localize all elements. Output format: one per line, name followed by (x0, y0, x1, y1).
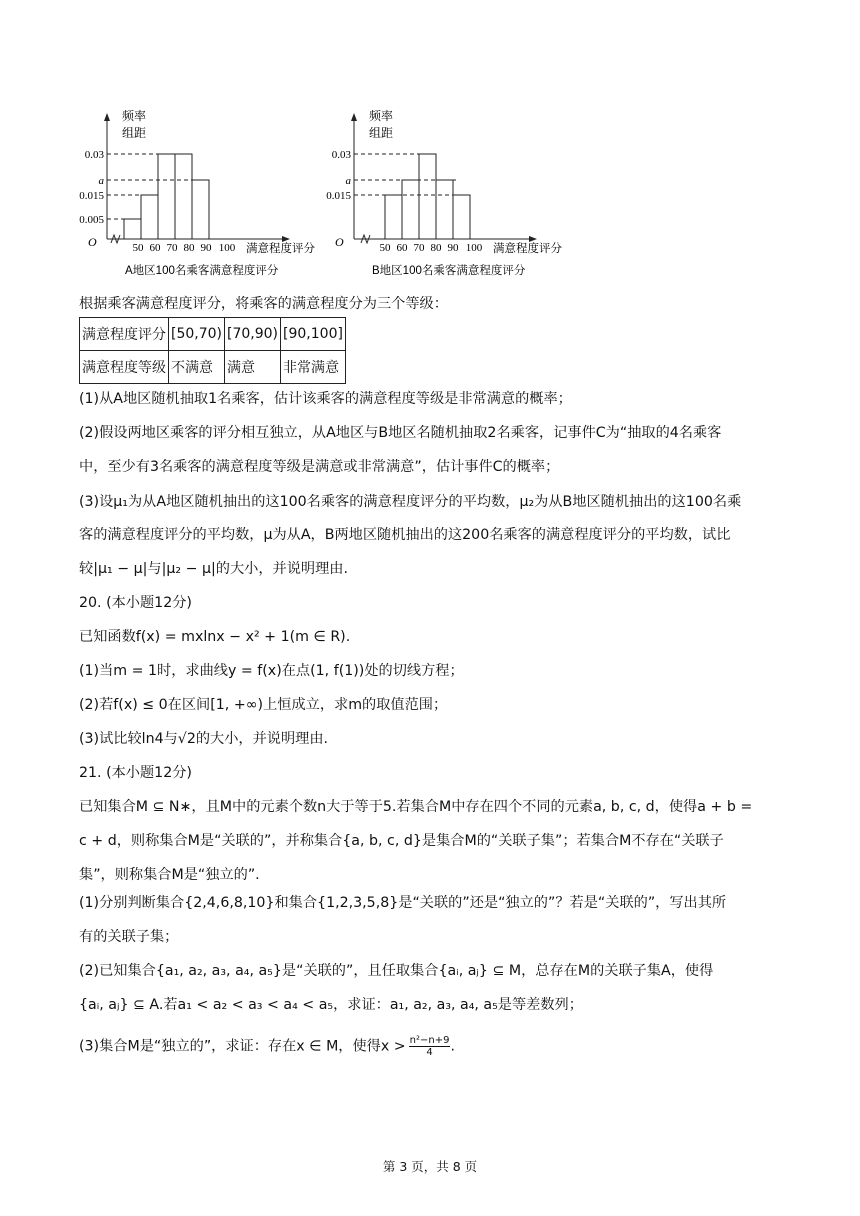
table-row (80, 351, 346, 384)
q21-stem-line3: 集”，则称集合M是“独立的”. (79, 867, 260, 883)
chart-a-ytick: 0.015 (79, 190, 104, 202)
table-cell: [70,90) (225, 318, 281, 351)
chart-b (325, 106, 575, 278)
q21-part3-text: (3)集合M是“独立的”，求证：存在x ∈ M，使得x > (79, 1038, 406, 1055)
table-cell: 非常满意 (281, 351, 346, 384)
q19-part3-line2: 客的满意程度评分的平均数，μ为从A，B两地区随机抽出的这200名乘客的满意程度评分的平均数，试比 (79, 527, 731, 543)
table-cell: 满意程度等级 (80, 351, 169, 384)
chart-b-bar-50-60 (385, 195, 402, 239)
chart-b-xtick: 50 (379, 242, 391, 254)
chart-b-xtick: 70 (413, 242, 425, 254)
chart-a-ytick: 0.03 (84, 149, 104, 161)
q21-stem-line2: c + d，则称集合M是“关联的”，并称集合{a, b, c, d}是集合M的“关联子集”；若集合M不存在“关联子 (79, 833, 724, 849)
chart-b-ytick: 0.015 (326, 190, 351, 202)
q20-part2: (2)若f(x) ≤ 0在区间[1, +∞)上恒成立，求m的取值范围； (79, 697, 448, 713)
fraction-denominator: 4 (426, 1047, 433, 1058)
chart-a-bar-60-70 (141, 195, 158, 239)
q19-part2-line1: (2)假设两地区乘客的评分相互独立，从A地区与B地区名随机抽取2名乘客，记事件C为“抽取的4名乘客 (79, 425, 722, 441)
chart-a-xtick: 100 (218, 242, 236, 254)
chart-a-xtick: 50 (132, 242, 144, 254)
chart-a-bar-90-100 (192, 180, 209, 239)
chart-b-caption: B地区100名乘客满意程度评分 (372, 265, 526, 277)
chart-b-xtick: 80 (430, 242, 442, 254)
chart-b-xlabel: 满意程度评分 (493, 243, 562, 255)
chart-a-origin: O (88, 235, 97, 249)
chart-b-ytick: a (345, 175, 351, 187)
chart-a-ylabel-top: 频率 (122, 109, 147, 123)
chart-b-xtick: 60 (396, 242, 408, 254)
table-cell: [90,100] (281, 318, 346, 351)
chart-a-xtick: 70 (166, 242, 178, 254)
chart-a-ytick: a (98, 175, 104, 187)
chart-a-xtick: 60 (149, 242, 161, 254)
table-cell: 满意 (225, 351, 281, 384)
chart-a-ylabel-bottom: 组距 (122, 126, 147, 140)
chart-b-xtick: 100 (465, 242, 483, 254)
q21-part3 (79, 1035, 455, 1058)
q21-heading: 21. (本小题12分) (79, 765, 192, 781)
chart-b-xtick: 90 (447, 242, 459, 254)
q21-part3-end: . (450, 1038, 455, 1055)
table-cell: [50,70) (169, 318, 225, 351)
intro-text: 根据乘客满意程度评分，将乘客的满意程度分为三个等级： (79, 296, 448, 312)
q21-stem-line1: 已知集合M ⊆ N∗，且M中的元素个数n大于等于5.若集合M中存在四个不同的元素a, b, c, d，使得a + b = (79, 799, 753, 815)
q20-part3: (3)试比较ln4与√2的大小，并说明理由. (79, 731, 329, 747)
chart-a-bar-70-80 (158, 154, 175, 239)
chart-a-bar-50-60 (124, 219, 141, 239)
chart-a-xtick: 90 (200, 242, 212, 254)
chart-b-bar-60-70 (402, 180, 419, 239)
table-cell: 满意程度评分 (80, 318, 169, 351)
chart-a-xtick: 80 (183, 242, 195, 254)
chart-a-xlabel: 满意程度评分 (246, 243, 315, 255)
chart-b-ylabel-top: 频率 (369, 109, 394, 123)
chart-a-bar-80-90 (175, 154, 192, 239)
q21-part1-line2: 有的关联子集； (79, 929, 179, 945)
q21-part2-line2: {aᵢ, aⱼ} ⊆ A.若a₁ < a₂ < a₃ < a₄ < a₅，求证：a₁, a₂, a₃, a₄, a₅是等差数列； (79, 997, 583, 1013)
chart-a-caption: A地区100名乘客满意程度评分 (125, 265, 279, 277)
chart-b-ylabel-bottom: 组距 (369, 126, 394, 140)
table-row (80, 318, 346, 351)
q20-part1: (1)当m = 1时，求曲线y = f(x)在点(1, f(1))处的切线方程； (79, 663, 464, 679)
q19-part3-line1: (3)设μ₁为从A地区随机抽出的这100名乘客的满意程度评分的平均数，μ₂为从B地区随机抽出的这100名乘 (79, 494, 742, 510)
q19-part1: (1)从A地区随机抽取1名乘客，估计该乘客的满意程度等级是非常满意的概率； (79, 391, 572, 407)
chart-b-bar-70-80 (419, 154, 436, 239)
q20-stem: 已知函数f(x) = mxlnx − x² + 1(m ∈ R). (79, 629, 351, 645)
q21-part1-line1: (1)分别判断集合{2,4,6,8,10}和集合{1,2,3,5,8}是“关联的”还是“独立的”？若是“关联的”，写出其所 (79, 895, 727, 911)
chart-b-bar-80-90 (436, 180, 453, 239)
table-cell: 不满意 (169, 351, 225, 384)
chart-a (78, 106, 328, 278)
q19-part2-line2: 中，至少有3名乘客的满意程度等级是满意或非常满意”，估计事件C的概率； (79, 459, 560, 475)
page-footer: 第 3 页，共 8 页 (382, 1159, 478, 1174)
grade-table (79, 317, 346, 384)
chart-b-bar-90-100 (453, 195, 470, 239)
q19-part3-line3: 较|μ₁ − μ|与|μ₂ − μ|的大小，并说明理由. (79, 561, 348, 577)
fraction-numerator: n²−n+9 (409, 1035, 450, 1046)
q20-heading: 20. (本小题12分) (79, 595, 192, 611)
chart-a-ytick: 0.005 (79, 214, 104, 226)
q21-part2-line1: (2)已知集合{a₁, a₂, a₃, a₄, a₅}是“关联的”，且任取集合{aᵢ, aⱼ} ⊆ M，总存在M的关联子集A，使得 (79, 963, 714, 979)
fraction (409, 1035, 451, 1058)
chart-b-origin: O (335, 235, 344, 249)
chart-b-ytick: 0.03 (331, 149, 351, 161)
